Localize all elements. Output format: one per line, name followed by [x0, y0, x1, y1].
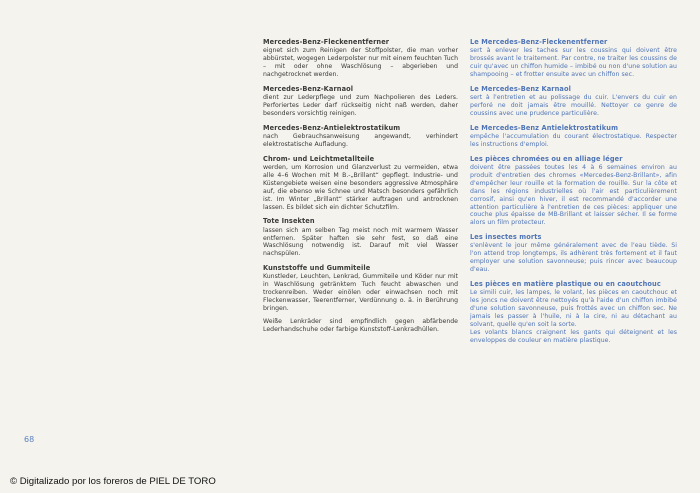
french-column: [470, 38, 677, 351]
german-section: [263, 155, 458, 212]
french-section: [470, 155, 677, 227]
german-section: [263, 85, 458, 118]
section-heading: Kunststoffe und Gummiteile: [263, 264, 371, 273]
section-text: empêche l'accumulation du courant électrostatique. Respecter les instructions d'emploi.: [470, 132, 677, 148]
section-text: lassen sich am selben Tag meist noch mit warmem Wasser entfernen. Später haften sie sehr fest, so daß eine Waschlösung notwendig ist. Darauf mit viel Wasser nachspülen.: [263, 226, 458, 258]
section-heading: Les pièces en matière plastique ou en caoutchouc: [470, 280, 661, 289]
section-text: werden, um Korrosion und Glanzverlust zu vermeiden, etwa alle 4–6 Wochen mit M B.-„Brillant“ gepflegt. Industrie- und Küstengebiete weisen eine besonders aggressive Atmosphäre auf, die ebenso wie Schnee und Matsch besonders gefährlich ist. Im Winter „Brillant“ stärker auftragen und antrocknen lassen. Es bildet sich ein dichter Schutzfilm.: [263, 163, 458, 211]
page-number: 68: [24, 435, 35, 444]
section-heading: Les insectes morts: [470, 233, 542, 242]
german-section: [263, 38, 458, 79]
german-section: [263, 264, 458, 334]
german-section: [263, 124, 458, 149]
section-text: nach Gebrauchsanweisung angewandt, verhindert elektrostatische Aufladung.: [263, 132, 458, 148]
german-column: [263, 38, 458, 340]
digitization-credit: © Digitalizado por los foreros de PIEL DE TORO: [10, 476, 216, 487]
section-heading: Le Mercedes-Benz Karnaol: [470, 84, 571, 93]
section-text: s'enlèvent le jour même généralement avec de l'eau tiède. Si l'on attend trop longtemps, ils adhèrent très fortement et il faut employer une solution savonneuse; puis rincer avec beaucoup d'eau.: [470, 242, 677, 274]
french-section: [470, 38, 677, 79]
section-text: eignet sich zum Reinigen der Stoffpolster, die man vorher abbürstet, wogegen Lederpolster nur mit einem feuchten Tuch – mit oder ohne Waschlösung – abgerieben und nachgetrocknet werden.: [263, 47, 458, 78]
section-text: Kunstleder, Leuchten, Lenkrad, Gummiteile und Köder nur mit in Waschlösung getränktem Tuch feucht abwaschen und trockenreiben. Weder einölen oder einwachsen noch mit Fleckenwasser, Teerentferner, Verdünnung o. ä. in Berührung bringen.: [263, 273, 458, 313]
french-section: [470, 233, 677, 274]
french-section: [470, 85, 677, 118]
section-text-2: Weiße Lenkräder sind empfindlich gegen abfärbende Lederhandschuhe oder farbige Kunststoff-Lenkradhüllen.: [263, 317, 458, 333]
section-text: sert à l'entretien et au polissage du cuir. L'envers du cuir en perforé ne doit jamais être mouillé. Nettoyer ce genre de coussins avec une prudence particulière.: [470, 94, 677, 117]
section-text: doivent être passées toutes les 4 à 6 semaines environ au produit d'entretien des chromes «Mercedes-Benz-Brillant», afin d'empêcher leur rouille et la formation de rouille. Sur la côte et dans les régions industrielles où l'air est particulièrement corrosif, ainsi qu'en hiver, il est recommandé d'accorder une attention particulière à l'entretien de ces pièces: appliquer une couche plus épaisse de MB-Brillant et laisser sécher. Il se forme alors un film protecteur.: [470, 163, 677, 227]
french-section: [470, 280, 677, 345]
section-heading: Le Mercedes-Benz-Fleckenentferner: [470, 38, 608, 46]
section-heading: Chrom- und Leichtmetallteile: [263, 154, 375, 163]
section-heading: Le Mercedes-Benz Antielektrostatikum: [470, 123, 619, 132]
french-section: [470, 124, 677, 149]
section-heading: Mercedes-Benz-Karnaol: [263, 84, 354, 93]
section-heading: Mercedes-Benz-Antielektrostatikum: [263, 123, 401, 132]
section-heading: Mercedes-Benz-Fleckenentferner: [263, 38, 390, 46]
section-heading: Tote Insekten: [263, 217, 315, 226]
german-section: [263, 217, 458, 258]
section-text: dient zur Lederpflege und zum Nachpolieren des Leders. Perforiertes Leder darf rückseitig nicht naß werden, daher besonders vorsichtig reinigen.: [263, 94, 458, 117]
section-text: Le simili cuir, les lampes, le volant, les pièces en caoutchouc et les joncs ne doivent être nettoyés qu'à l'aide d'un chiffon imbibé d'une solution savonneuse, puis frottés avec un chiffon sec. Ne jamais les passer à l'huile, ni à la cire, ni au détachant au solvant, quelle qu'en soit la sorte.: [470, 289, 677, 328]
section-text-2: Les volants blancs craignent les gants qui déteignent et les enveloppes de couleur en matière plastique.: [470, 328, 677, 344]
section-text: sert à enlever les taches sur les coussins qui doivent être brossés avant le traitement. Par contre, ne traiter les coussins de cuir qu'avec un chiffon humide – imbibé ou non d'une solution au shampooing – et frotter ensuite avec un chiffon sec.: [470, 47, 677, 78]
section-heading: Les pièces chromées ou en alliage léger: [470, 154, 623, 163]
